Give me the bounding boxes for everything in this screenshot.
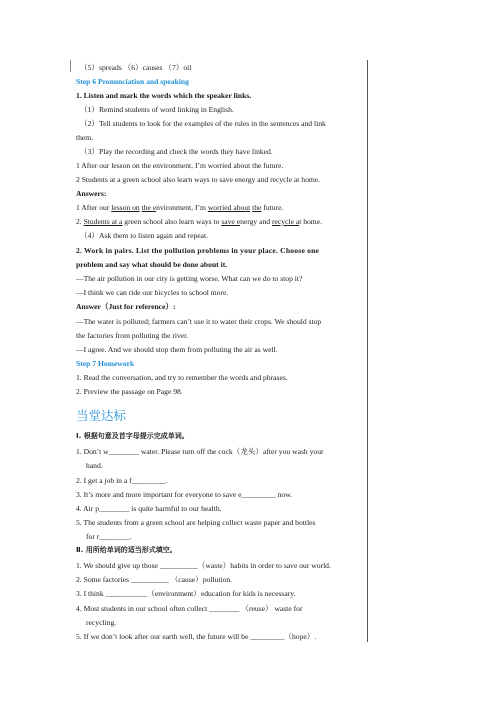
- step6-heading: Step 6 Pronunciation and speaking: [76, 77, 189, 86]
- reference-answer-label: Answer（Just for reference）:: [76, 302, 176, 311]
- answer-words-line: （5）spreads （6）causes （7）oil: [80, 63, 192, 72]
- exercise1-item-1: 1. Don’t w________ water. Please turn off the cock（龙头）after you wash your: [76, 447, 324, 456]
- homework-1: 1. Read the conversation, and try to remember the words and phrases.: [76, 373, 288, 382]
- exercise1-item-5-cont: for r________.: [86, 532, 132, 541]
- step7-heading: Step 7 Homework: [76, 359, 135, 368]
- exercise1-item-4: 4. Air p________ is quite harmful to our health.: [76, 504, 222, 513]
- reference-line-1: —The water is polluted; farmers can’t use it to water their crops. We should stop: [76, 317, 322, 326]
- exercise1-item-1-cont: hand.: [86, 461, 103, 470]
- exercise1-item-2: 2. I get a job in a f_________.: [76, 476, 168, 485]
- exercise2-item-4-cont: recycling.: [86, 618, 117, 627]
- exercise1-heading: Ⅰ. 根据句意及首字母提示完成单词。: [76, 432, 189, 440]
- exercise2-item-5: 5. If we don’t look after our earth well, the future will be _________（hope）.: [76, 632, 317, 641]
- sentence-2: 2 Students at a green school also learn ways to save energy and recycle at home.: [76, 175, 321, 184]
- reference-line-1-cont: the factories from polluting the river.: [76, 331, 189, 340]
- left-margin-rule: [70, 60, 71, 72]
- task2-heading: 2. Work in pairs. List the pollution problems in your place. Choose one: [76, 246, 320, 255]
- dialogue-line-2: —I think we can ride our bicycles to school more.: [76, 288, 229, 297]
- exercise1-item-5: 5. The students from a green school are helping collect waste paper and bottles: [76, 518, 316, 527]
- exercise2-item-3: 3. I think ___________（environment）education for kids is necessary.: [76, 589, 296, 598]
- exercise2-item-4: 4. Most students in our school often collect ________ （reuse） waste for: [76, 604, 303, 613]
- instruction-1: （1）Remind students of word linking in English.: [80, 105, 234, 114]
- section-title: 当堂达标: [76, 408, 127, 423]
- reference-line-2: —I agree. And we should stop them from polluting the air as well.: [76, 345, 278, 354]
- answer-sentence-2: 2. Students at a green school also learn ways to save energy and recycle at home.: [76, 217, 322, 226]
- instruction-3: （3）Play the recording and check the words they have linked.: [80, 147, 273, 156]
- answers-label: Answers:: [76, 189, 107, 198]
- instruction-2-cont: them.: [76, 133, 94, 142]
- sentence-1: 1 After our lesson on the environment, I’m worried about the future.: [76, 161, 284, 170]
- exercise2-item-2: 2. Some factories __________ （cause）pollution.: [76, 575, 233, 584]
- instruction-2: （2）Tell students to look for the examples of the rules in the sentences and link: [80, 119, 326, 128]
- instruction-4: （4）Ask them to listen again and repeat.: [80, 231, 209, 240]
- answer-sentence-1: 1 After our lesson on the environment, I’m worried about the future.: [76, 203, 284, 212]
- dialogue-line-1: —The air pollution in our city is getting worse. What can we do to stop it?: [76, 274, 303, 283]
- exercise1-item-3: 3. It’s more and more important for everyone to save e_________ now.: [76, 490, 293, 499]
- homework-2: 2. Preview the passage on Page 98.: [76, 387, 183, 396]
- task2-heading-cont: problem and say what should be done about it.: [76, 260, 228, 269]
- task1-heading: 1. Listen and mark the words which the speaker links.: [76, 91, 252, 100]
- exercise2-item-1: 1. We should give up those __________（waste）habits in order to save our world.: [76, 561, 331, 570]
- exercise2-heading: Ⅱ. 用所给单词的适当形式填空。: [76, 546, 177, 554]
